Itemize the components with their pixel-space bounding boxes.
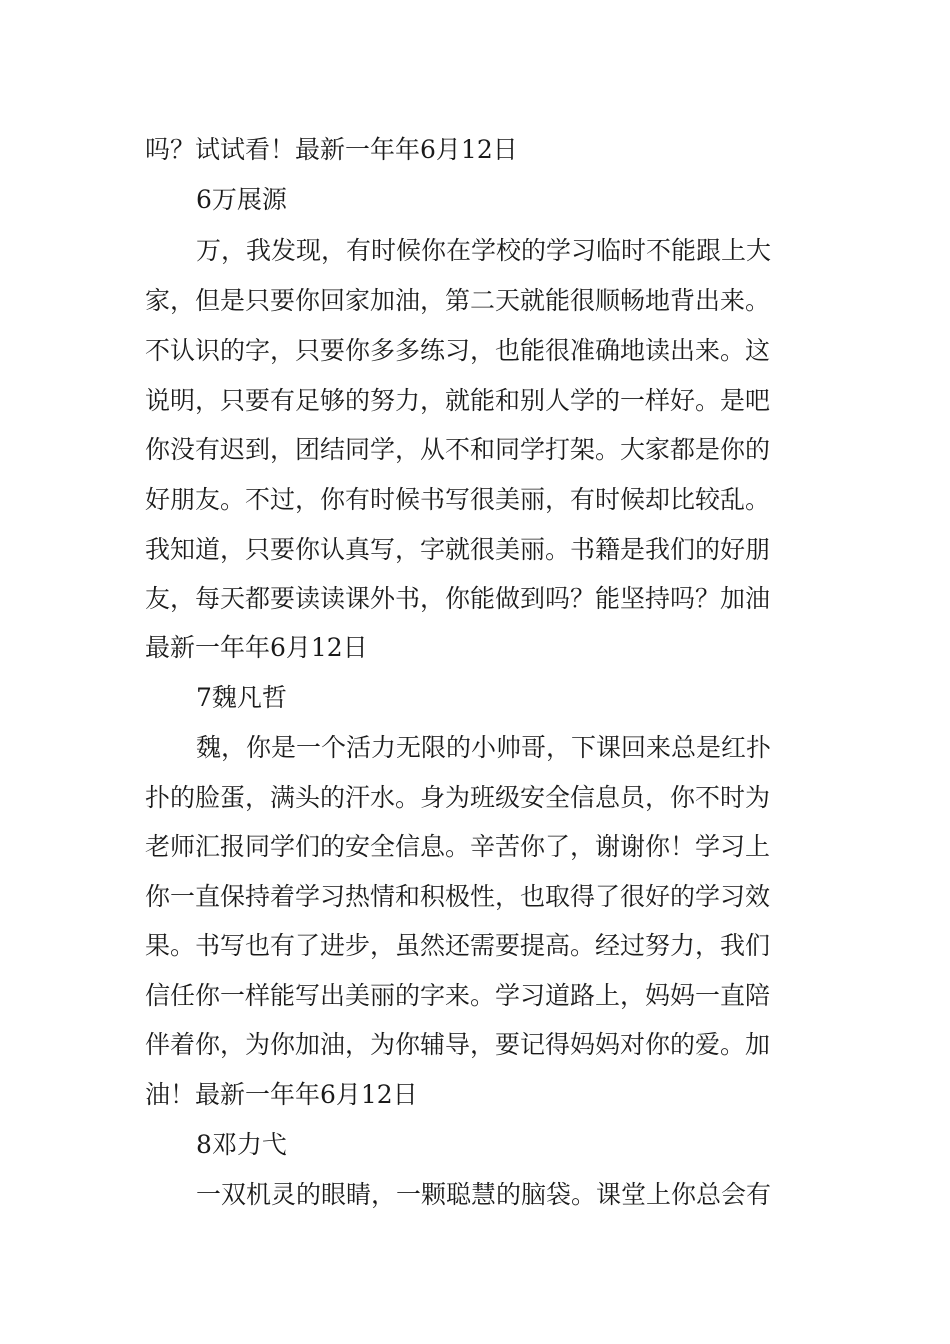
text-line: 扑的脸蛋，满头的汗水。身为班级安全信息员，你不时为 [145,783,771,812]
text-line: 不认识的字，只要你多多练习，也能很准确地读出来。这 [145,336,771,365]
text-line: 家，但是只要你回家加油，第二天就能很顺畅地背出来。 [145,286,771,315]
text-line: 信任你一样能写出美丽的字来。学习道路上，妈妈一直陪 [145,981,771,1010]
student-heading: 7魏凡哲 [196,683,287,712]
paragraph-first-line: 魏，你是一个活力无限的小帅哥，下课回来总是红扑 [196,733,772,762]
text-line: 说明，只要有足够的努力，就能和别人学的一样好。是吧 [145,386,771,415]
student-heading: 8邓力弋 [196,1130,287,1159]
text-line: 你没有迟到，团结同学，从不和同学打架。大家都是你的 [145,435,771,464]
date-line: 最新一年年6月12日 [145,633,368,662]
text-line: 果。书写也有了进步，虽然还需要提高。经过努力，我们 [145,931,771,960]
paragraph-first-line: 万，我发现，有时候你在学校的学习临时不能跟上大 [196,236,772,265]
text-line: 友，每天都要读读课外书，你能做到吗？能坚持吗？加油 [145,584,771,613]
text-line: 伴着你，为你加油，为你辅导，要记得妈妈对你的爱。加 [145,1030,771,1059]
student-heading: 6万展源 [196,185,287,214]
text-line: 你一直保持着学习热情和积极性，也取得了很好的学习效 [145,882,771,911]
text-line: 老师汇报同学们的安全信息。辛苦你了，谢谢你！学习上 [145,832,771,861]
date-line: 油！最新一年年6月12日 [145,1080,418,1109]
text-line: 我知道，只要你认真写，字就很美丽。书籍是我们的好朋 [145,535,771,564]
text-line: 好朋友。不过，你有时候书写很美丽，有时候却比较乱。 [145,485,771,514]
paragraph-first-line: 一双机灵的眼睛，一颗聪慧的脑袋。课堂上你总会有 [196,1180,772,1209]
text-line: 吗？试试看！最新一年年6月12日 [145,135,518,164]
